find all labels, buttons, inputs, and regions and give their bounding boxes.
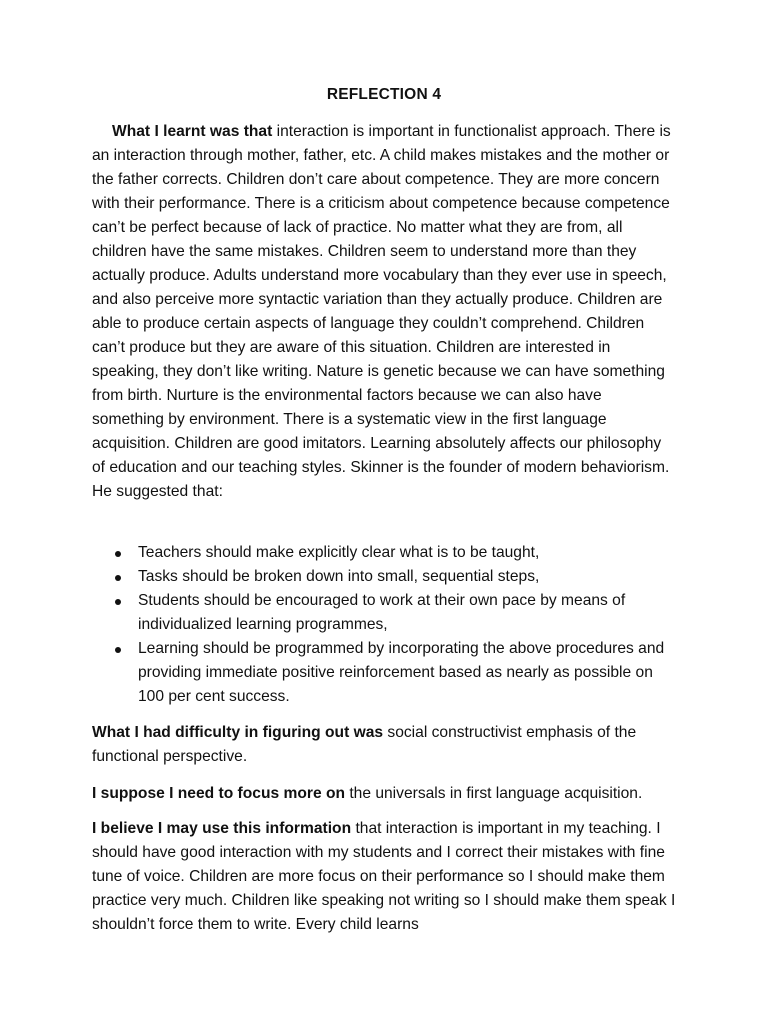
paragraph-text: interaction is important in functionalist approach. There is an interaction through mother, father, etc. A child makes mistakes and the mother or the father corrects. Children don’t care about competence. They are more concern with their performance. There is a criticism about competence because competence can’t be perfect because of lack of practice. No matter what they are from, all children have the same mistakes. Children seem to understand more than they actually produce. Adults understand more vocabulary than they ever use in speech, and also perceive more syntactic variation than they actually produce. Children are able to produce certain aspects of language they couldn’t comprehend. Children can’t produce but they are aware of this situation. Children are interested in speaking, they don’t like writing. Nature is genetic because we can have something from birth. Nurture is the environmental factors because we can also have something by environment. There is a systematic view in the first language acquisition. Children are good imitators. Learning absolutely affects our philosophy of education and our teaching styles. Skinner is the founder of modern behaviorism. He suggested that: (92, 123, 671, 500)
list-item (92, 637, 677, 709)
paragraph-use-info (92, 817, 677, 937)
page-title: REFLECTION 4 (326, 86, 442, 103)
list-item-text: Students should be encouraged to work at their own pace by means of individualized learning programmes, (138, 592, 626, 633)
list-item (92, 589, 677, 637)
paragraph-lead: What I had difficulty in figuring out was (92, 724, 384, 741)
paragraph-text: the universals in first language acquisition. (345, 785, 643, 802)
paragraph-lead: I believe I may use this information (92, 820, 352, 837)
paragraph-lead: What I learnt was that (112, 123, 273, 140)
list-item (92, 565, 677, 589)
bullet-icon (115, 551, 121, 557)
bullet-icon (115, 599, 121, 605)
bullet-list (92, 541, 677, 709)
list-item-text: Learning should be programmed by incorporating the above procedures and providing immediate positive reinforcement based as nearly as possible on 100 per cent success. (138, 640, 665, 705)
paragraph-difficulty (92, 721, 677, 769)
paragraph-focus (92, 782, 677, 806)
paragraph-text: social constructivist emphasis of the functional perspective. (92, 724, 637, 765)
bullet-icon (115, 575, 121, 581)
paragraph-lead: I suppose I need to focus more on (92, 785, 345, 802)
list-item-text: Tasks should be broken down into small, sequential steps, (138, 568, 540, 585)
paragraph-learnt (92, 120, 677, 504)
list-item-text: Teachers should make explicitly clear what is to be taught, (138, 544, 540, 561)
paragraph-text: that interaction is important in my teaching. I should have good interaction with my students and I correct their mistakes with fine tune of voice. Children are more focus on their performance so I should make them practice very much. Children like speaking not writing so I should make them speak I shouldn’t force them to write. Every child learns (92, 820, 676, 933)
bullet-icon (115, 647, 121, 653)
list-item (92, 541, 677, 565)
